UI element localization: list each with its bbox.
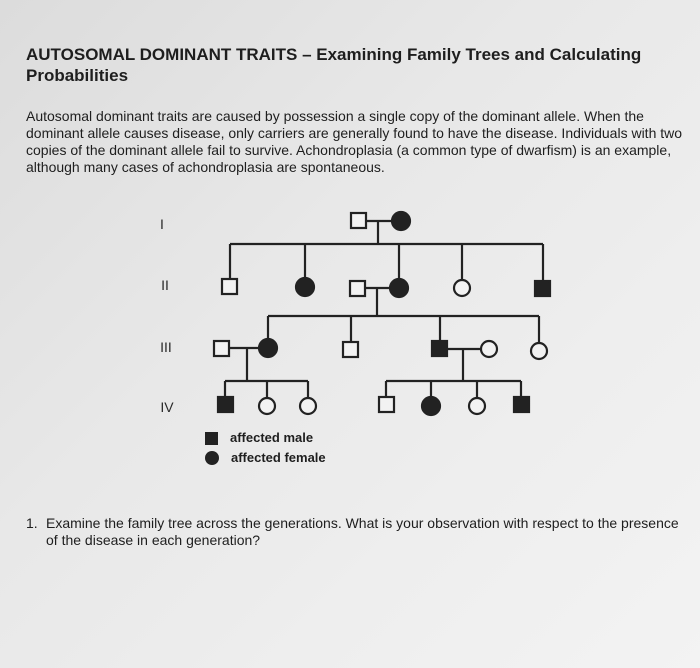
affected-male-symbol [514,397,529,412]
affected-male-symbol [432,341,447,356]
pedigree-legend [205,428,326,468]
unaffected-female-symbol [454,280,470,296]
legend-item-affected-male [205,428,326,448]
question-number: 1. [26,515,38,531]
unaffected-male-symbol [214,341,229,356]
unaffected-female-symbol [481,341,497,357]
unaffected-female-symbol [259,398,275,414]
page-title: AUTOSOMAL DOMINANT TRAITS – Examining Family Trees and Calculating Probabilities [26,45,642,85]
affected-female-symbol [392,212,410,230]
unaffected-female-symbol [469,398,485,414]
affected-female-symbol [296,278,314,296]
unaffected-female-symbol [300,398,316,414]
legend-label-affected-male: affected male [230,430,314,445]
affected-female-symbol [390,279,408,297]
unaffected-male-symbol [343,342,358,357]
generation-label-iii: III [160,339,172,355]
filled-square-icon [205,432,218,445]
generation-label-i: I [160,216,164,232]
affected-female-symbol [259,339,277,357]
legend-item-affected-female [205,448,326,468]
intro-paragraph: Autosomal dominant traits are caused by possession a single copy of the dominant allele. When the dominant allele causes disease, only carriers are generally found to have the disease. Individuals with two copies of the dominant allele fail to survive. Achondroplasia (a common type of dwarfism) is an example, although many cases of achondroplasia are spontaneous. [26,108,683,175]
unaffected-male-symbol [350,281,365,296]
affected-female-symbol [422,397,440,415]
unaffected-female-symbol [531,343,547,359]
affected-male-symbol [218,397,233,412]
legend-label-affected-female: affected female [231,450,326,465]
generation-label-iv: IV [160,399,174,415]
unaffected-male-symbol [351,213,366,228]
generation-label-ii: II [161,277,169,293]
question-text: Examine the family tree across the generations. What is your observation with respect to the presence of the disease in each generation? [46,515,679,548]
filled-circle-icon [205,451,219,465]
affected-male-symbol [535,281,550,296]
unaffected-male-symbol [379,397,394,412]
unaffected-male-symbol [222,279,237,294]
question-1 [26,515,691,549]
